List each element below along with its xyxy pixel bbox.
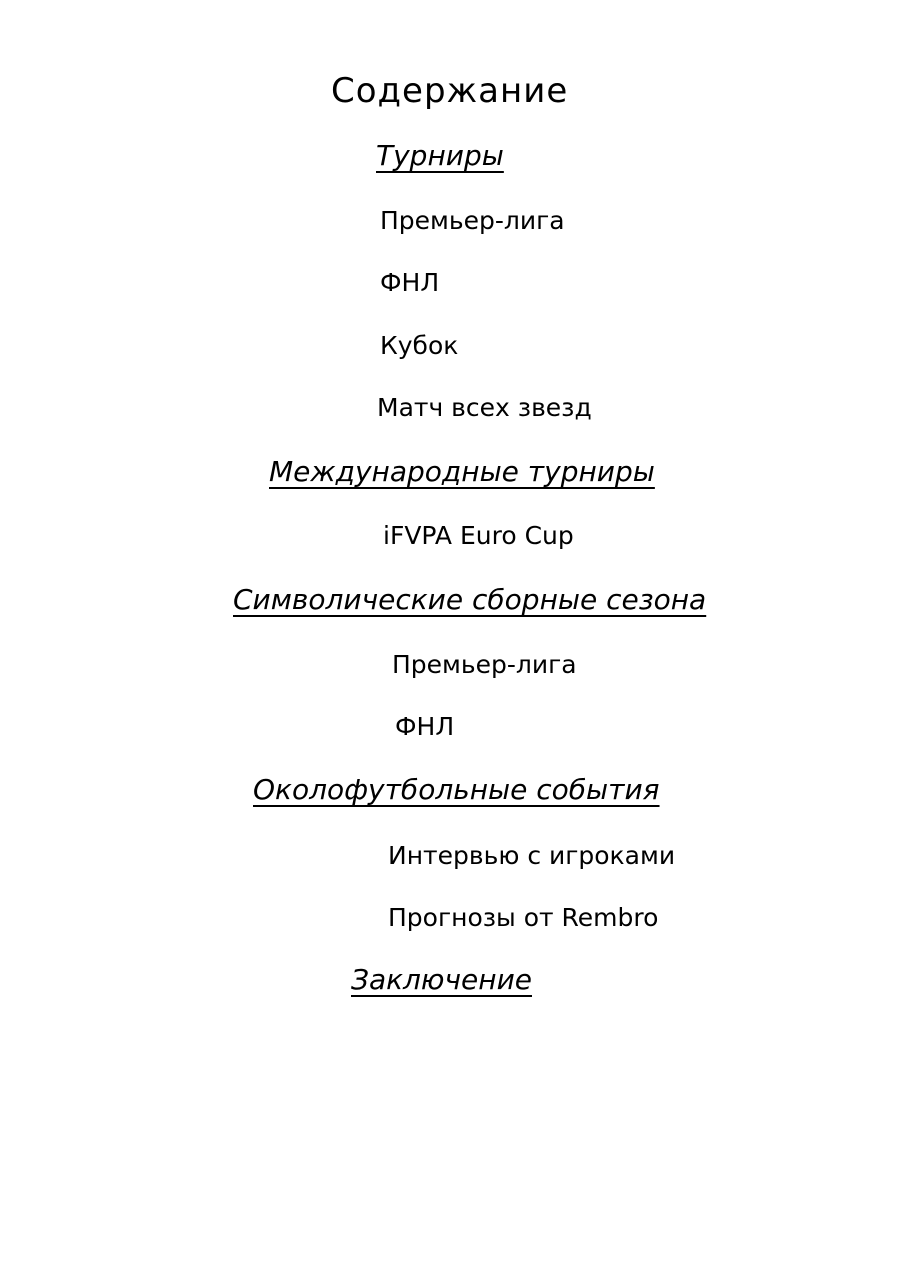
toc-item-all-star-match: Матч всех звезд: [377, 393, 592, 422]
toc-item-premier-league: Премьер-лига: [380, 206, 565, 235]
toc-item-fnl: ФНЛ: [380, 268, 440, 297]
toc-item-team-fnl: ФНЛ: [395, 712, 455, 741]
toc-title: Содержание: [331, 71, 569, 111]
toc-item-team-premier-league: Премьер-лига: [392, 650, 577, 679]
section-heading-conclusion: Заключение: [351, 963, 532, 996]
section-heading-tournaments: Турниры: [376, 139, 504, 172]
toc-item-rembro-predictions: Прогнозы от Rembro: [388, 903, 659, 932]
toc-item-player-interviews: Интервью с игроками: [388, 841, 676, 870]
toc-item-cup: Кубок: [380, 331, 459, 360]
section-heading-off-field-events: Околофутбольные события: [253, 773, 660, 806]
section-heading-international-tournaments: Международные турниры: [269, 455, 655, 488]
toc-item-ifvpa-euro-cup: iFVPA Euro Cup: [383, 521, 574, 550]
section-heading-team-of-season: Символические сборные сезона: [233, 583, 707, 616]
